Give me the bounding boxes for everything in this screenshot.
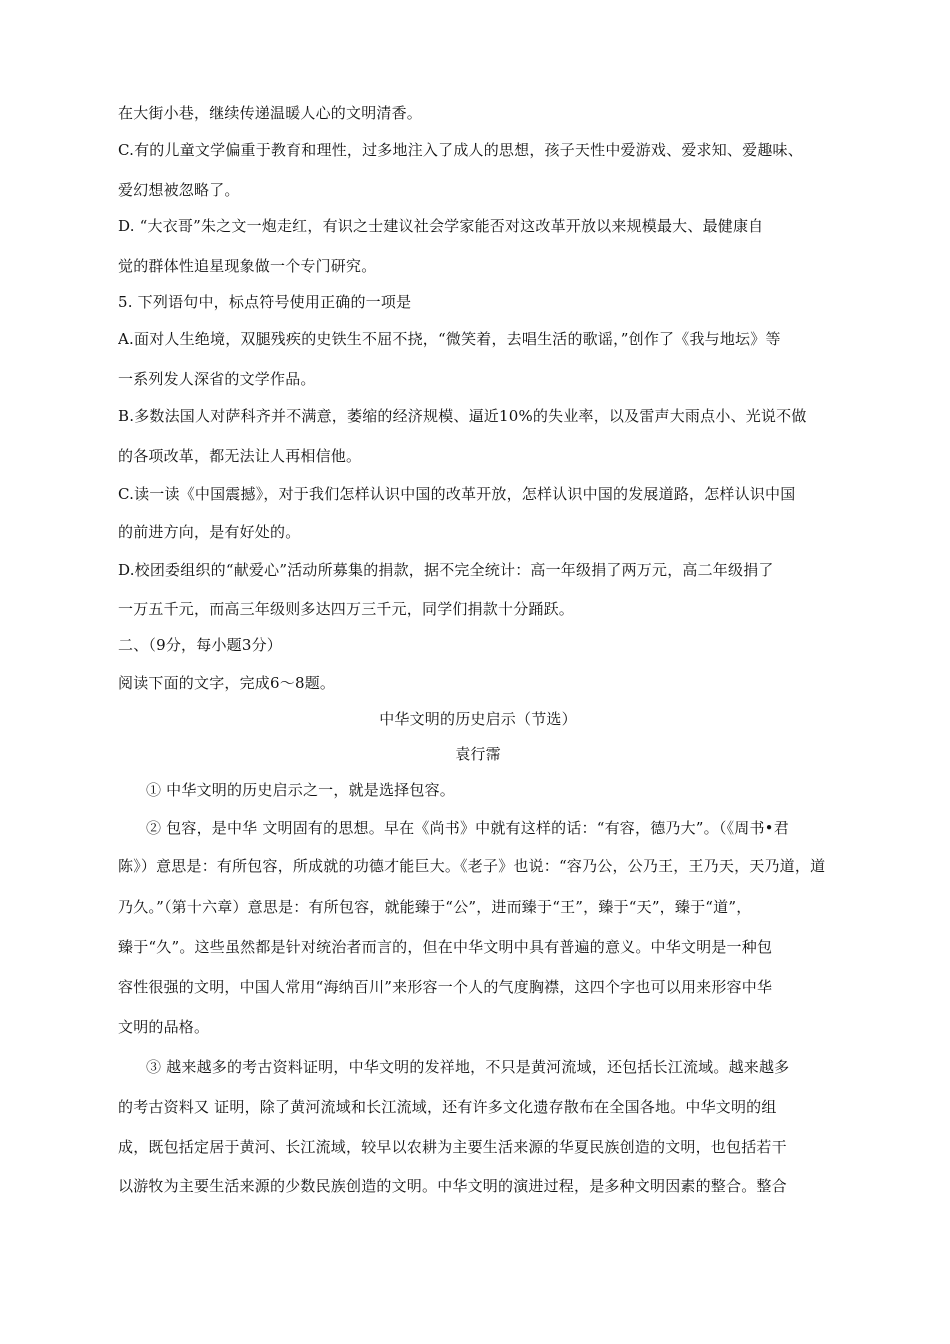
section-2-heading: 二、（9分，每小题3分） <box>118 636 282 654</box>
paragraph-3-line-2: 的考古资料又 证明，除了黄河流域和长江流域，还有许多文化遗存散布在全国各地。中华文明的组 <box>118 1098 777 1116</box>
option-d-line-1: D. “大衣哥”朱之文一炮走红，有识之士建议社会学家能否对这改革开放以来规模最大、最健康自 <box>118 217 764 235</box>
option-b-line-2: 在大街小巷，继续传递温暖人心的文明清香。 <box>118 104 423 122</box>
paragraph-2-line-1: ② 包容，是中华 文明固有的思想。早在《尚书》中就有这样的话：“有容，德乃大”。（《周书•君 <box>146 819 789 837</box>
paragraph-1: ① 中华文明的历史启示之一，就是选择包容。 <box>146 781 455 799</box>
article-author: 袁行霈 <box>455 745 501 763</box>
paragraph-2-line-5: 容性很强的文明，中国人常用“海纳百川”来形容一个人的气度胸襟，这四个字也可以用来形容中华 <box>118 978 773 996</box>
q5-option-d-line-1: D.校团委组织的“献爱心”活动所募集的捐款，据不完全统计：高一年级捐了两万元，高二年级捐了 <box>118 561 774 579</box>
paragraph-3-line-1: ③ 越来越多的考古资料证明，中华文明的发祥地，不只是黄河流域，还包括长江流域。越来越多 <box>146 1058 790 1076</box>
q5-option-b-line-2: 的各项改革，都无法让人再相信他。 <box>118 447 362 465</box>
paragraph-3-line-4: 以游牧为主要生活来源的少数民族创造的文明。中华文明的演进过程，是多种文明因素的整合。整合 <box>118 1177 787 1195</box>
question-5-stem: 5. 下列语句中，标点符号使用正确的一项是 <box>118 293 412 311</box>
q5-option-c-line-1: C.读一读《中国震撼》，对于我们怎样认识中国的改革开放，怎样认识中国的发展道路，怎样认识中国 <box>118 485 796 503</box>
paragraph-2-line-6: 文明的品格。 <box>118 1018 210 1036</box>
paragraph-2-line-3: 乃久。”（第十六章）意思是：有所包容，就能臻于“公”，进而臻于“王”，臻于“天”，臻于“道”， <box>118 898 752 916</box>
paragraph-3-line-3: 成，既包括定居于黄河、长江流域，较早以农耕为主要生活来源的华夏民族创造的文明，也包括若干 <box>118 1138 787 1156</box>
q5-option-c-line-2: 的前进方向，是有好处的。 <box>118 523 301 541</box>
paragraph-2-line-4: 臻于“久”。这些虽然都是针对统治者而言的，但在中华文明中具有普遍的意义。中华文明是一种包 <box>118 938 773 956</box>
option-d-line-2: 觉的群体性追星现象做一个专门研究。 <box>118 257 377 275</box>
option-c-line-1: C.有的儿童文学偏重于教育和理性，过多地注入了成人的思想，孩子天性中爱游戏、爱求知、爱趣味、 <box>118 141 803 159</box>
q5-option-a-line-2: 一系列发人深省的文学作品。 <box>118 370 316 388</box>
q5-option-d-line-2: 一万五千元，而高三年级则多达四万三千元，同学们捐款十分踊跃。 <box>118 600 575 618</box>
article-title: 中华文明的历史启示（节选） <box>379 710 577 728</box>
paragraph-2-line-2: 陈》）意思是：有所包容，所成就的功德才能巨大。《老子》也说：“容乃公，公乃王，王乃天，天乃道，道 <box>118 857 826 875</box>
q5-option-a-line-1: A.面对人生绝境，双腿残疾的史铁生不屈不挠，“微笑着，去唱生活的歌谣，”创作了《我与地坛》等 <box>118 330 781 348</box>
section-2-instruction: 阅读下面的文字，完成6～8题。 <box>118 674 336 692</box>
q5-option-b-line-1: B.多数法国人对萨科齐并不满意，萎缩的经济规模、逼近10%的失业率，以及雷声大雨点小、光说不做 <box>118 407 807 425</box>
option-c-line-2: 爱幻想被忽略了。 <box>118 181 240 199</box>
